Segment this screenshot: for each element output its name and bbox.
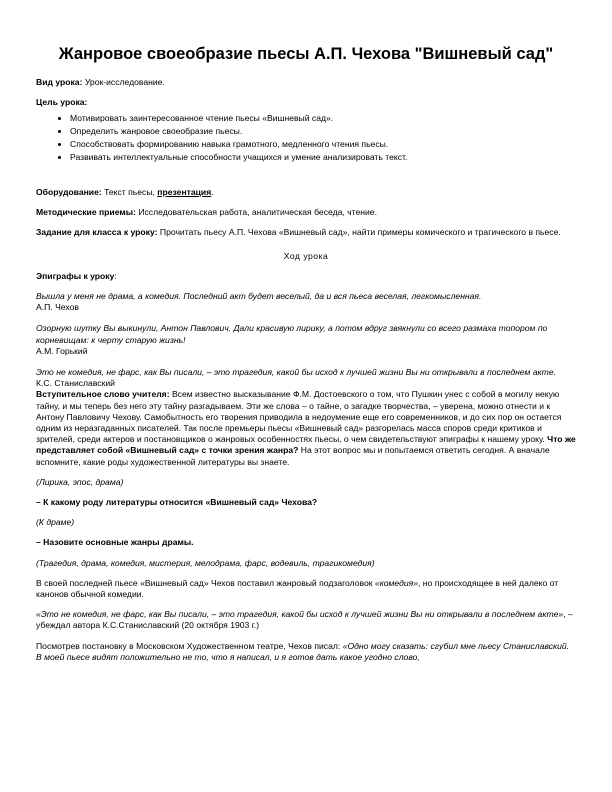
intro-question: Что же представляет собой «Вишневый сад» с точки зрения жанра? [36,434,576,456]
paragraph-3 [36,641,576,663]
list-item: • Мотивировать заинтересованное чтение пьесы «Вишневый сад». [70,113,576,124]
goal-label: Цель урока: [36,97,88,108]
paragraph-2 [36,609,576,631]
epigraph-author: А.М. Горький [36,345,88,356]
equipment-value: Текст пьесы, [101,187,158,197]
epigraph [36,291,576,313]
epigraph-quote: Это не комедия, не фарс, как Вы писали, – это трагедия, какой бы исход к лучшей жизни Вы ни открывали в последнем акте. [36,367,557,378]
paragraph-2-tail: , – убеждал автора К.С.Станиславский (20 октября 1903 г.) [36,609,573,631]
epigraph [36,323,576,357]
paragraph-1-italic: «комедия» [374,577,419,588]
paragraph-3-text: Посмотрев постановку в Московском Художественном театре, Чехов писал: [36,640,343,651]
document-page [36,44,576,672]
list-item: • Способствовать формированию навыка грамотного, медленного чтения пьесы. [70,139,576,150]
lesson-heading: Ход урока [283,250,329,261]
intro-text: Всем известно высказывание Ф.М. Достоевского о том, что Пушкин унес с собой в могилу некую тайну, и мы теперь без него эту тайну разгадываем. Эти же слова – о тайне, о загадке творчества, – уверена, можно отнести и к Антону Павловичу Чехову. Самобытность его творения приводила в недоумение еще его современников, и до сих пор он остается одним из неразгаданных писателей. Так после премьеры пьесы «Вишневый сад» разгорелась масса споров среди критиков и зрителей, среди актеров и постановщиков о жанровых особенностях пьесы, о чем свидетельствуют эпиграфы к нашему уроку. [36,389,562,445]
intro-tail: На этот вопрос мы и попытаемся ответить сегодня. А вначале вспомните, какие роды художественной литературы вы знаете. [36,445,550,467]
list-item: • Развивать интеллектуальные способности учащихся и умение анализировать текст. [70,152,576,163]
lesson-type [36,77,576,88]
homework-label: Задание для класса к уроку: [36,227,158,238]
epigraphs-heading [36,271,576,282]
answer-2: (К драме) [36,517,75,528]
equipment [36,187,576,198]
epigraph-author: А.П. Чехов [36,302,79,313]
question-2: – К какому роду литературы относится «Вишневый сад» Чехова? [36,497,318,508]
list-item: • Определить жанровое своеобразие пьесы. [70,126,576,137]
intro-label: Вступительное слово учителя: [36,389,170,400]
methods-label: Методические приемы: [36,207,136,218]
epigraphs-colon: : [114,270,117,281]
lesson-type-label: Вид урока: [36,77,83,87]
epigraph-author: К.С. Станиславский [36,378,115,389]
methods-value: Исследовательская работа, аналитическая беседа, чтение. [135,207,377,218]
page-title: Жанровое своеобразие пьесы А.П. Чехова "Вишневый сад" [58,45,554,63]
paragraph-1-text: В своей последней пьесе «Вишневый сад» Чехов поставил жанровый подзаголовок [36,577,375,588]
homework [36,227,576,238]
homework-value: Прочитать пьесу А.П. Чехова «Вишневый сад», найти примеры комического и трагического в пьесе. [157,227,561,238]
epigraph [36,367,576,389]
equipment-label: Оборудование: [36,187,102,197]
paragraph-1 [36,578,576,600]
epigraph-quote: Озорную шутку Вы выкинули, Антон Павлович. Дали красивую лирику, а потом вдруг звякнули со всего размаха топором по корневищам: к черту старую жизнь! [36,323,548,345]
answer-1: (Лирика, эпос, драма) [36,476,124,487]
equipment-tail: . [211,187,214,197]
methods [36,207,576,218]
paragraph-3-quote: «Одно могу сказать: сгубил мне пьесу Станиславский. В моей пьесе видят положительно не то, что я написал, и я готов дать какое угодно слово, [36,640,570,662]
answer-3: (Трагедия, драма, комедия, мистерия, мелодрама, фарс, водевиль, трагикомедия) [36,557,375,568]
lesson-type-value: Урок-исследование. [82,77,165,87]
epigraph-quote: Вышла у меня не драма, а комедия. Последний акт будет веселый, да и вся пьеса веселая, легкомысленная. [36,291,482,302]
paragraph-1-tail: , но происходящее в ней далеко от канонов обычной комедии. [36,577,559,600]
goals-list [36,113,576,163]
epigraphs-label: Эпиграфы к уроку [36,270,115,281]
paragraph-2-quote: «Это не комедия, не фарс, как Вы писали, – это трагедия, какой бы исход к лучшей жизни Вы ни открывали в последнем акте» [36,609,564,620]
presentation-link[interactable]: презентация [157,187,212,197]
question-3: – Назовите основные жанры драмы. [36,537,194,548]
intro-paragraph [36,389,576,467]
